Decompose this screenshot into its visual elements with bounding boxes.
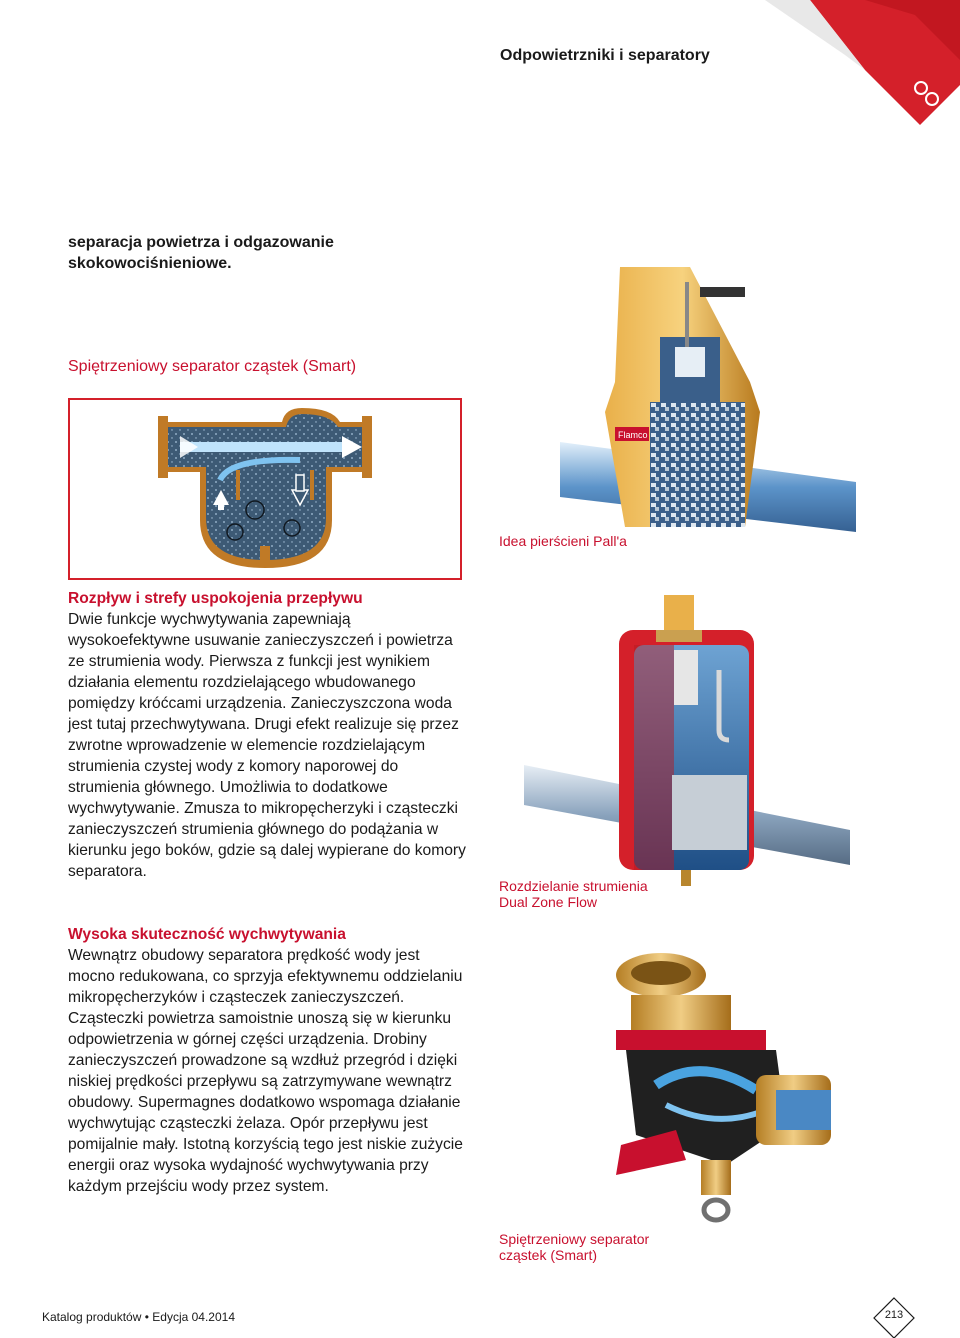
caption-smart <box>499 1231 649 1263</box>
paragraph-efficiency: Wewnątrz obudowy separatora prędkość wody jest mocno redukowana, co sprzyja efektywnemu oddzielaniu mikropęcherzyków i cząsteczek zanieczyszczeń. Cząsteczki powietrza samoistnie unoszą się w kierunku odpowietrzenia w górnej części urządzenia. Drobiny zanieczyszczeń prowadzone są wzdłuż przegród i dzięki niskiej prędkości przepływu są zatrzymywane wewnątrz obudowy. Supermagnes dodatkowo wspomaga działanie wychwytując cząsteczki żelaza. Opór przepływu jest pomijalnie mały. Istotną korzyścią tego jest niskie zużycie energii oraz wysoka wydajność wychwytywania przy każdym przejściu wody przez system. <box>68 947 463 1195</box>
section-heading: Spiętrzeniowy separator cząstek (Smart) <box>68 358 357 375</box>
page-number-badge <box>872 1296 916 1338</box>
heading-efficiency: Wysoka skuteczność wychwytywania <box>68 926 346 943</box>
caption-pall-rings <box>499 533 627 549</box>
footer-catalog-text: Katalog produktów • Edycja 04.2014 <box>42 1310 235 1324</box>
corner-decoration <box>710 0 960 130</box>
product-image-smart <box>606 945 840 1225</box>
text-block-flow-zones <box>68 588 468 882</box>
caption-dual-zone-line1: Rozdzielanie strumienia <box>499 878 648 894</box>
product-image-dual-zone <box>524 590 850 890</box>
text-block-efficiency <box>68 924 468 1197</box>
heading-flow-zones: Rozpływ i strefy uspokojenia przepływu <box>68 590 363 607</box>
product-image-pall-rings <box>560 262 856 532</box>
page-number: 213 <box>884 1309 904 1321</box>
paragraph-flow-zones: Dwie funkcje wychwytywania zapewniają wysokoefektywne usuwanie zanieczyszczeń i powietrza ze strumienia wody. Pierwsza z funkcji jest wynikiem działania elementu rozdzielającego wbudowanego pomiędzy króćcami urządzenia. Zanieczyszczona woda jest tutaj przechwytywana. Drugi efekt realizuje się przez zwrotne wprowadzenie w elemencie rozdzielającym strumienia czystej wody z komory naporowej do strumienia głównego. Umożliwia to dodatkowe wychwytywanie. Zmusza to mikropęcherzyki i cząsteczki zanieczyszczeń strumienia głównego do podążania w kierunku jego boków, gdzie są dalej wypierane do komory separatora. <box>68 611 466 880</box>
flow-diagram <box>68 398 462 580</box>
page-header-title: Odpowietrzniki i separatory <box>500 47 710 64</box>
brand-label: Flamco <box>618 430 648 440</box>
intro-text: separacja powietrza i odgazowanie skokowociśnieniowe. <box>68 234 334 272</box>
caption-pall-rings-text: Idea pierścieni Pall'a <box>499 533 627 549</box>
caption-smart-line1: Spiętrzeniowy separator <box>499 1231 650 1247</box>
caption-smart-line2: cząstek (Smart) <box>499 1247 598 1263</box>
caption-dual-zone <box>499 878 648 910</box>
caption-dual-zone-line2: Dual Zone Flow <box>499 894 598 910</box>
